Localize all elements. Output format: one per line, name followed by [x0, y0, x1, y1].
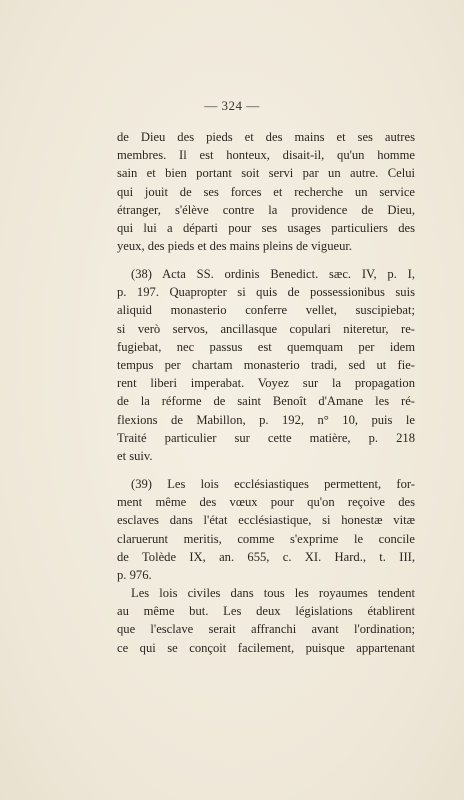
footnote-38: [117, 265, 415, 465]
text-line: (39) Les lois ecclésiastiques permettent, for-: [131, 477, 415, 491]
text-line: rent liberi imperabat. Voyez sur la propagation: [117, 376, 415, 391]
text-line: qui jouit de ses forces et recherche un service: [117, 184, 415, 199]
text-line: que l'esclave serait affranchi avant l'ordination;: [117, 622, 415, 637]
text-line: fugiebat, nec passus est quemquam per idem: [117, 339, 415, 354]
text-line: yeux, des pieds et des mains pleins de vigueur.: [117, 239, 353, 254]
paragraph-civil-laws: [117, 584, 415, 657]
text-line: flexions de Mabillon, p. 192, n° 10, puis le: [117, 412, 415, 427]
text-line: de Dieu des pieds et des mains et ses autres: [117, 130, 415, 144]
page-number: — 324 —: [204, 98, 260, 113]
text-line: (38) Acta SS. ordinis Benedict. sæc. IV, p. I,: [131, 267, 415, 281]
text-line: aliquid monasterio conferre vellet, suscipiebat;: [117, 303, 415, 318]
text-line: si verò servos, ancillasque copulari niteretur, re-: [117, 321, 415, 336]
text-line: au même but. Les deux législations établirent: [117, 604, 415, 619]
text-line: Traité particulier sur cette matière, p. 218: [117, 430, 415, 445]
paragraph-continuation: [117, 128, 415, 255]
text-line: esclaves dans l'état ecclésiastique, si honestæ vitæ: [117, 513, 415, 528]
text-line: Les lois civiles dans tous les royaumes tendent: [131, 586, 415, 600]
text-line: qui lui a départi pour ses usages particuliers des: [117, 221, 415, 236]
text-line: p. 197. Quapropter si quis de possessionibus suis: [117, 285, 415, 300]
text-line: étranger, s'élève contre la providence de Dieu,: [117, 202, 415, 217]
text-line: membres. Il est honteux, disait-il, qu'un homme: [117, 148, 415, 163]
text-line: claruerunt meritis, comme s'exprime le concile: [117, 531, 415, 546]
text-line: de Tolède IX, an. 655, c. XI. Hard., t. III,: [117, 549, 415, 564]
text-line: de la réforme de saint Benoît d'Amane les ré-: [117, 394, 415, 409]
text-line: tempus per chartam monasterio tradi, sed ut fie-: [117, 358, 415, 373]
text-line: ment même des vœux pour qu'on reçoive des: [117, 495, 415, 510]
footnote-39: [117, 475, 415, 584]
text-line: ce qui se conçoit facilement, puisque appartenant: [117, 640, 415, 655]
text-line: p. 976.: [117, 568, 152, 583]
text-line: sain et bien portant soit servi par un autre. Celui: [117, 166, 415, 181]
text-line: et suiv.: [117, 449, 153, 464]
